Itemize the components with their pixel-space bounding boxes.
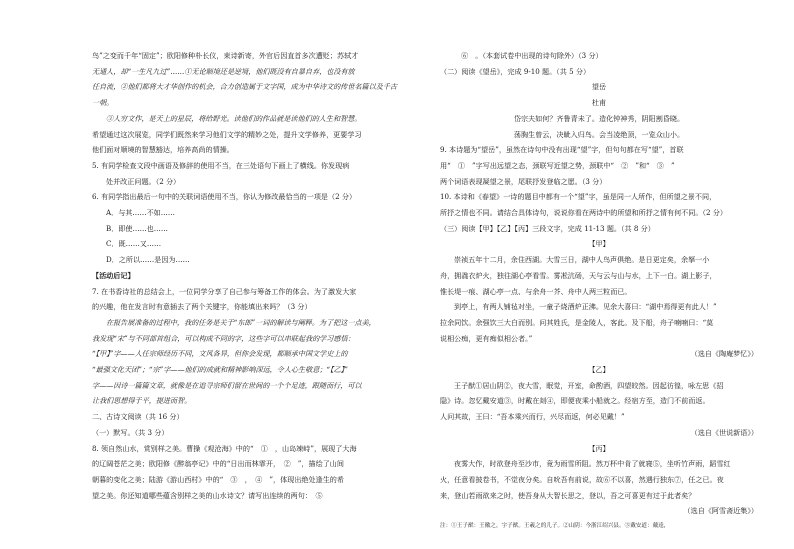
left-text-line: 7. 在书香诗社的总结会上，一位同学分享了自己参与筹备工作的体会。为了激发大家 [92, 286, 357, 296]
left-text-line: “【甲】”字——人任宗师经历不同，文风各异，但你会发现，都顺承中国文学史上的 [92, 349, 348, 359]
right-text-line: 崇祯五年十二月，余住西湖。大雪三日，湖中人鸟声俱绝。是日更定矣，余拏一小 [454, 255, 710, 265]
left-text-line: D．之所以……是因为…… [106, 255, 190, 265]
right-text-line: 用“ ① ”字写出远望之态，颈联写近望之势，颈联中“ ② ”和“ ③ ” [440, 160, 675, 170]
right-text-line: 【丙】 [588, 443, 610, 453]
left-text-line: 的辽阔苍茫之美；欧阳修《醉翁亭记》中的“日出而林霏开， ② ”，描绘了山间 [92, 459, 344, 469]
left-text-line: 5. 有同学检查文段中画语及修辞的使用不当，在三处语句下画上了横线。你发现病 [92, 160, 350, 170]
right-text-line: 望岳 [591, 82, 607, 92]
right-text-line: （选自《陶庵梦忆》） [690, 349, 758, 359]
left-text-line: ③人穷文作，是天上的星辰，将给野光。读他们的作品就是读他们的人生和智慧。 [106, 113, 362, 123]
left-text-line: 无通人，却“一生凡九过”……①无论顺境还是逆境，他们既没有自暴自弃，也没有放 [92, 66, 355, 76]
left-text-line: 8. 领自然山水，赏别样之美。曹操《观沧海》中的“ ① ，山岛竦峙”，展现了大海 [92, 443, 357, 453]
left-text-line: 6. 有同学指出最后一句中的关联词语使用不当，你认为修改最恰当的一项是（2 分） [92, 192, 357, 202]
left-text-line: 鸟”之变而千年“固定”；欧阳修种朴长仪，束诗新寄，外官后因直首多次遭贬；苏轼才 [92, 51, 359, 60]
right-column [440, 48, 758, 535]
left-text-line: C．既……又…… [106, 239, 162, 249]
right-text-line: 舟，拥毳衣炉火，独往湖心亭看雪。雾凇沆砀，天与云与山与水，上下一白。湖上影子， [440, 270, 717, 280]
right-text-line: 杜甫 [591, 98, 607, 108]
right-text-line: （选自《阿雪斋近集》） [683, 506, 758, 516]
left-text-line: 处并改正问题。（2 分） [106, 176, 181, 186]
right-text-line: 火，任意看披卷书，不觉夜分矣。自吮吾有前说，故⑥不以喜，然遇行独东⑦，任之已。夜 [440, 474, 724, 484]
left-text-line: （一）默写。（共 3 分） [92, 427, 169, 437]
right-text-line: 拉余同饮。余强饮三大白而别。问其姓氏，是金陵人，客此。及下船，舟子喃喃曰：“莫 [440, 317, 714, 327]
right-text-line: （选自《世说新语》） [690, 427, 758, 437]
right-text-line: （三）阅读【甲】【乙】【丙】三段文字，完成 11-13 题。（共 8 分） [440, 223, 655, 233]
left-column [92, 48, 410, 503]
left-text-line: 望之美。你还知道哪些蕴含别样之美的山水诗文？请写出连续的两句： ⑤ [92, 490, 330, 500]
left-text-line: 朝暮的变化之美；陆游《游山西村》中的“ ③ ， ④ ”，体现出绝处逢生的希 [92, 474, 344, 484]
left-text-line: 二、古诗文阅读（共 16 分） [92, 412, 184, 422]
right-text-line: 惟长堤一痕、湖心亭一点、与余舟一芥、舟中人两三粒而已。 [440, 286, 632, 296]
right-text-line: 夜雾大作，时欲登舟至沙市，竟为雨雪所阻。然万杯中肯了就寝⑤，坐听竹声雨，蹈雪红 [454, 459, 731, 469]
right-text-line: 10. 本诗和《春望》一诗的题目中都有一个“望”字，虽是同一人所作，但所望之景不同， [440, 192, 717, 202]
left-text-line: A．与其……不如…… [106, 208, 175, 218]
left-text-line: 【活动后记】 [92, 270, 135, 280]
right-text-line: 【甲】 [588, 239, 610, 249]
right-text-line: 人问其故，王曰：“吾本乘兴而行，兴尽而返，何必见戴！” [440, 412, 625, 422]
left-text-line: 任自流，②他们都将大才华创作的机会，合力创造属于文字国，成为中华诗文的传世名篇以及千古 [92, 82, 398, 92]
left-text-line: B．即使……也…… [106, 223, 168, 233]
right-text-line: 到亭上，有两人铺毡对坐，一童子烧酒炉正沸。见余大喜曰：“湖中焉得更有此人！” [454, 302, 717, 312]
right-text-line: 两个词语表现凝望之景，尾联抒发登临之愿。（3 分） [440, 176, 607, 186]
right-text-line: 来，登山若雨欲来之时，使吾身从大智长思之，登以，吾之可喜更有过于此者矣？ [440, 490, 696, 500]
left-text-line: 一朝。 [92, 98, 114, 108]
right-text-line: 王子猷①居山阴②，夜大雪，眠觉，开室，命酌酒，四望皎然。因起彷徨，咏左思《招 [454, 380, 724, 390]
right-text-line: 岱宗夫如何？齐鲁青未了。造化钟神秀，阴阳割昏晓。 [513, 113, 685, 123]
left-text-line: 的兴趣，他在发言时有意插去了两个关键字，你能填出来吗？（3 分） [92, 302, 312, 312]
right-text-line: 荡胸生曾云，决眦入归鸟。会当凌绝顶，一览众山小。 [513, 129, 685, 139]
right-text-line: 所抒之情也不同。请结合具体诗句，说说你看在两诗中的所望和所抒之情有何不同。（2 分） [440, 208, 727, 218]
right-text-line: 注：①王子猷：王徽之，字子猷。王羲之的儿子。②山阴：今浙江绍兴县。③戴安道：戴逵， [440, 523, 670, 530]
left-text-line: 他们面对顺境的智慧豁达，培养高尚的情操。 [92, 145, 234, 155]
right-text-line: （二）阅读《望岳》，完成 9-10 题。（共 5 分） [440, 66, 591, 76]
right-text-line: 9. 本诗题为“望岳”，虽然在诗句中没有出现“望”字，但句句都在写“望”，首联 [440, 145, 684, 155]
right-text-line: 【乙】 [588, 365, 610, 375]
right-text-line: 说相公痴，更有痴似相公者。” [440, 333, 533, 343]
right-text-line: ⑥ 。（本套试卷中出现的诗句除外）（3 分） [454, 51, 603, 60]
left-text-line: 让我们思想得于平，提进而智。 [92, 396, 192, 406]
left-text-line: “最强文化天团”；“宗”字——他们的成就和精神影响深远，令人心生敬意；“【乙】” [92, 365, 348, 375]
left-text-line: 希望通过这次展览，同学们既然来学习他们文学的精妙之处，提升文学修养，更要学习 [92, 129, 362, 139]
right-text-line: 隐》诗。忽忆戴安道③，时戴在剡④，即便夜乘小船就之。经宿方至，造门不前而返。 [440, 396, 710, 406]
left-text-line: 在报告展准备的过程中，我的任务是关于“东郎”一词的解读与阐释。为了把这一点美， [106, 317, 376, 327]
left-text-line: 我发现“宋”与不同部首组合，可以构成不同的字，这些字可以串联起我的学习感悟： [92, 333, 355, 343]
left-text-line: 字——因诗一篇篇文章，就像是在追寻宗师们留在世间的一个个足迹，跟随而行，可以 [92, 380, 362, 390]
